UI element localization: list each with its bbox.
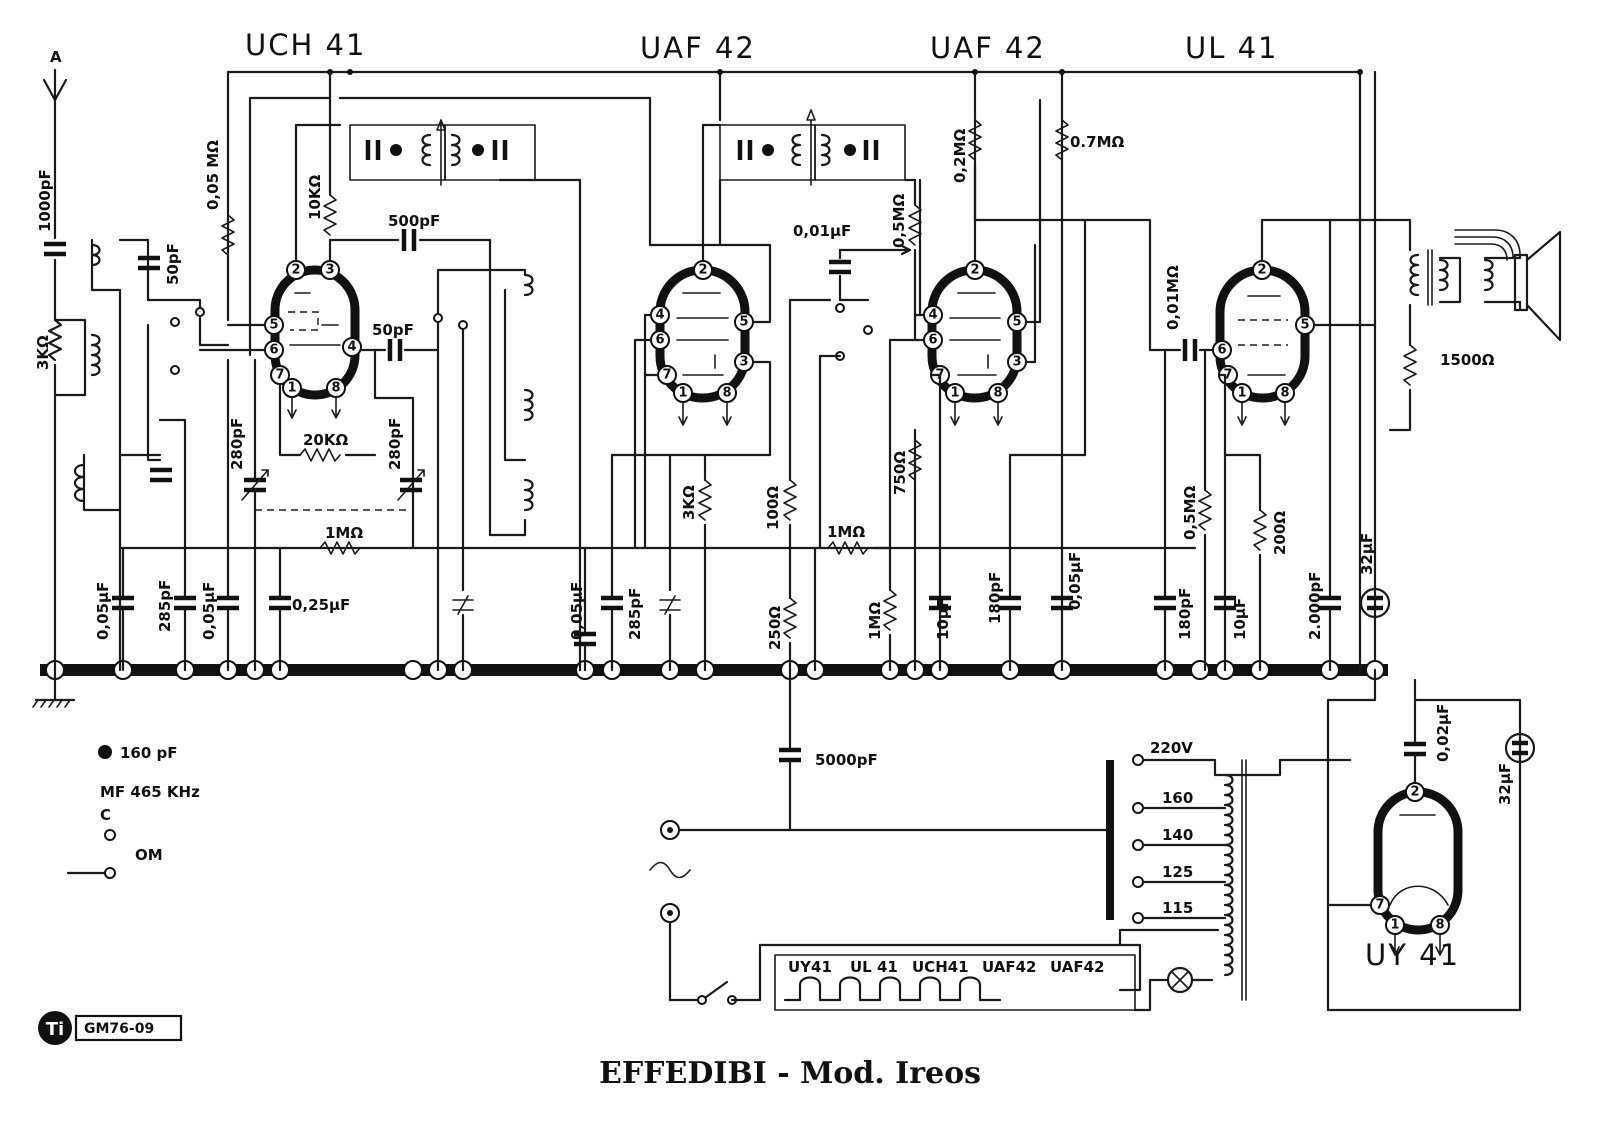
svg-text:UCH41: UCH41 [912,958,969,976]
svg-text:8: 8 [1280,385,1290,401]
svg-text:140: 140 [1162,826,1194,844]
svg-text:6: 6 [655,332,665,348]
r-250-label: 250Ω [766,605,784,650]
c-32-a-label: 32μF [1358,532,1376,575]
svg-text:4: 4 [655,307,665,323]
svg-text:1: 1 [1390,917,1400,933]
diagram-title: EFFEDIBI - Mod. Ireos [598,1056,982,1091]
svg-text:3: 3 [739,354,749,370]
svg-text:7: 7 [935,367,945,383]
c-005-c-label: 0,05μF [568,581,586,640]
svg-text:2: 2 [291,262,301,278]
svg-text:1: 1 [950,385,960,401]
tube-label-uch41: UCH 41 [245,28,367,62]
r-1m-c-label: 1MΩ [866,601,884,640]
r-20k-label: 20KΩ [303,431,349,449]
ground-bus [33,661,1388,707]
r-005m-label: 0,05 MΩ [204,140,222,210]
svg-text:5: 5 [1012,314,1022,330]
c-50pf-a-label: 50pF [164,243,182,285]
r-001m-label: 0,01MΩ [1164,265,1182,330]
svg-text:UL 41: UL 41 [850,958,898,976]
svg-text:160: 160 [1162,789,1194,807]
power-supply [650,670,1350,1010]
svg-text:5: 5 [1300,317,1310,333]
svg-text:2: 2 [1257,262,1267,278]
c-180-a-label: 180pF [986,571,1004,624]
svg-text:2: 2 [970,262,980,278]
heater-chain [785,958,1104,1000]
svg-text:4: 4 [347,339,357,355]
svg-text:6: 6 [269,342,279,358]
svg-text:5: 5 [269,317,279,333]
c-50pf-b-label: 50pF [372,321,414,339]
c-002-label: 0,02μF [1434,703,1452,762]
c-180-b-label: 180pF [1176,587,1194,640]
tube-uaf42-1 [568,125,770,670]
c-025-label: 0,25μF [292,596,351,614]
legend [68,744,200,878]
c-10-b-label: 10μF [1231,597,1249,640]
svg-text:2: 2 [1410,784,1420,800]
svg-text:UY41: UY41 [788,958,832,976]
svg-text:115: 115 [1162,899,1194,917]
r-07m-label: 0.7MΩ [1070,133,1125,151]
c-5000-label: 5000pF [815,751,878,769]
r-ant-label: 3KΩ [34,335,52,370]
r-1500-label: 1500Ω [1440,351,1495,369]
legend-c-label: C [100,806,112,824]
r-02m-label: 0,2MΩ [951,128,969,183]
svg-text:1: 1 [1237,385,1247,401]
r-3k-label: 3KΩ [680,485,698,520]
tube-uch41 [200,72,490,670]
c-2000-label: 2.000pF [1306,571,1324,640]
tube-label-uy41: UY 41 [1365,938,1461,972]
c-001-label: 0,01μF [793,222,852,240]
tube-uaf42-2 [890,100,1150,670]
svg-text:2: 2 [698,262,708,278]
svg-text:220V: 220V [1150,739,1193,757]
svg-text:UAF42: UAF42 [1050,958,1105,976]
diagram-code: GM76-09 [84,1021,155,1037]
svg-text:1: 1 [678,385,688,401]
c-005-b-label: 0,05μF [200,581,218,640]
svg-text:8: 8 [993,385,1003,401]
r-1m-b-label: 1MΩ [827,523,866,541]
svg-text:6: 6 [1217,342,1227,358]
c-500-label: 500pF [388,212,441,230]
tube-label-uaf42-1: UAF 42 [640,31,756,65]
c-280-b-label: 280pF [386,417,404,470]
svg-text:5: 5 [739,314,749,330]
svg-text:8: 8 [722,385,732,401]
svg-text:3: 3 [1012,354,1022,370]
r-100-label: 100Ω [764,485,782,530]
antenna-label: A [50,48,62,66]
svg-text:8: 8 [331,380,341,396]
svg-text:4: 4 [928,307,938,323]
r-05m-a-label: 0,5MΩ [890,193,908,248]
publisher-badge [38,1011,181,1045]
c-ant-label: 1000pF [36,169,54,232]
detector-network [764,180,921,670]
svg-text:1: 1 [287,380,297,396]
svg-text:UAF42: UAF42 [982,958,1037,976]
mains-taps [1133,739,1225,923]
tube-label-uaf42-2: UAF 42 [930,31,1046,65]
svg-text:3: 3 [325,262,335,278]
svg-text:6: 6 [928,332,938,348]
r-1m-a-label: 1MΩ [325,524,364,542]
c-285-b-label: 285pF [626,587,644,640]
c-285-a-label: 285pF [156,579,174,632]
c-10-a-label: 10μF [934,597,952,640]
legend-mf-label: MF 465 KHz [100,783,200,801]
svg-text:8: 8 [1435,917,1445,933]
svg-text:7: 7 [662,367,672,383]
c-005-a-label: 0,05μF [94,581,112,640]
r-750-label: 750Ω [891,450,909,495]
svg-text:7: 7 [1375,897,1385,913]
speaker-output [1390,230,1560,430]
svg-text:125: 125 [1162,863,1194,881]
c-280-a-label: 280pF [228,417,246,470]
c-005-d-label: 0,05μF [1066,551,1084,610]
if-transformer-1 [350,120,580,670]
legend-dot-label: 160 pF [120,744,178,762]
svg-text:Ti: Ti [45,1019,65,1040]
svg-text:7: 7 [1223,367,1233,383]
ht-rails [228,69,1375,670]
r-200-label: 200Ω [1271,510,1289,555]
r-05m-b-label: 0,5MΩ [1181,485,1199,540]
svg-text:7: 7 [275,367,285,383]
r-10k-label: 10KΩ [306,174,324,220]
legend-om-label: OM [135,846,163,864]
oscillator-coils [485,270,533,535]
tube-ul41 [1150,220,1410,670]
tube-label-ul41: UL 41 [1185,31,1279,65]
c-32-b-label: 32μF [1496,762,1514,805]
